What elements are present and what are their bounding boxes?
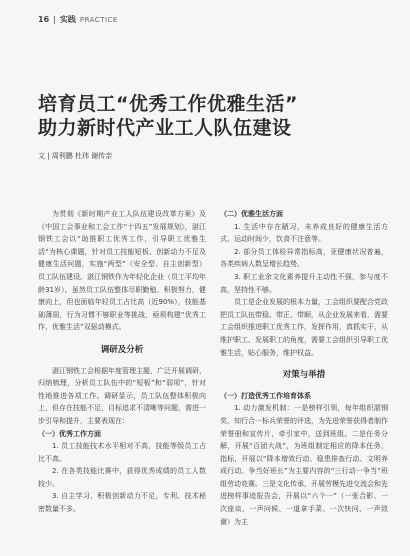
list-item: 3. 职工业余文化素养提升主动性不强，参与度不高，坚持性不够。 (220, 272, 388, 294)
subheading-life: （二）优雅生活方面 (220, 210, 283, 218)
list-item: 1. 生活中存在陋习，未养成良好的健康生活方式，运动时间少，饮食不注意等。 (220, 222, 388, 244)
intro-paragraph: 为贯彻《新时期产业工人队伍建设改革方案》及《中国工会事业和工会工作“十四五”发展规划》，湛江钢铁工会以“助推职工优秀工作，引导职工优雅生活”为核心课题，针对员工技能短板、创新动力不足及健康生活问题，实施“两型”（安全型、自主创新型）员工队伍建设。湛江钢铁作为年轻化企业（员工平均年龄31岁），虽然员工队伍整体尽职勤勉、积极努力，健康向上，但也面临年轻员工占比高（近90%），技能基础薄弱，行为习惯不够职业等挑战，亟须构建“优秀工作，优雅生活”双驱动模式。 (38, 210, 206, 332)
list-item: 2. 部分员工体检异常指标高，亚健康状况普遍，各类疾病人数呈增长趋势。 (220, 247, 388, 269)
section-heading-measures: 对策与举措 (282, 370, 326, 381)
measure-paragraph: 1. 动力激发机制：一是榜样引领，每年组织湛钢奖、知行合一标兵荣誉的评选，为先进荣誉获得者制作荣誉册和宣传片，牵引家中，送到班组。二是任务分解，开展“百团大战”，为班组制定相应的降本任务，指标，开展以“降本增效行动、稳患排查行动、文明养成行动、争当好班长”为主要内容的“三行动一争当”班组劳动竞赛。三是文化传承，开展劳模先进交流会和先进榜样事迹报告会，开展以“六个一”（一张合影、一次座谈、一声问候、一道拿手菜、一次快问、一声致谢）为主 (220, 404, 388, 526)
section-name: 实践 (59, 15, 76, 24)
subheading-work: （一）优秀工作方面 (38, 429, 101, 438)
list-item: 1. 员工技能技术水平相对不高，技能等级员工占比不高。 (38, 442, 206, 463)
byline: 文 | 周利鹏 杜玮 谢传亲 (38, 152, 113, 160)
section-name-en: PRACTICE (79, 15, 118, 24)
page-number: 16 (38, 15, 50, 24)
research-paragraph: 湛江钢铁工会根据年度管理主题，广泛开展调研，归纳梳理，分析员工队伍中的“短板”和“弱项”，针对性地推进各项工作。调研显示，员工队伍整体积极向上，但存在技能不足、目标追求不清晰等问题，需进一步引导和提升，主要表现在： (38, 366, 206, 425)
subheading-system: （一）打造优秀工作培育体系 (220, 391, 311, 400)
section-heading-research: 调研及分析 (100, 344, 144, 355)
summary-paragraph: 员工是企业发展的根本力量，工会组织要配合党政把员工队伍带稳、带正、带顺，从企业发展来看，需要工会组织推进职工优秀工作，发挥作用，真抓实干，从维护职工、发展职工的角度，需要工会组织引导职工优雅生活，贴心服务，维护权益。 (220, 298, 388, 357)
left-column (38, 208, 206, 516)
list-item: 3. 自主学习、积极创新动力不足，专利、技术秘密数量不多。 (38, 492, 206, 514)
list-item: 2. 在各类技能比赛中，获得优秀成绩的员工人数较少。 (38, 467, 206, 488)
right-column (220, 208, 388, 528)
header-separator: | (53, 15, 56, 24)
article-title-line-1: 培育员工“优秀工作优雅生活” (38, 93, 298, 115)
article-title-line-2: 助力新时代产业工人队伍建设 (38, 117, 292, 139)
page-header (38, 14, 118, 25)
